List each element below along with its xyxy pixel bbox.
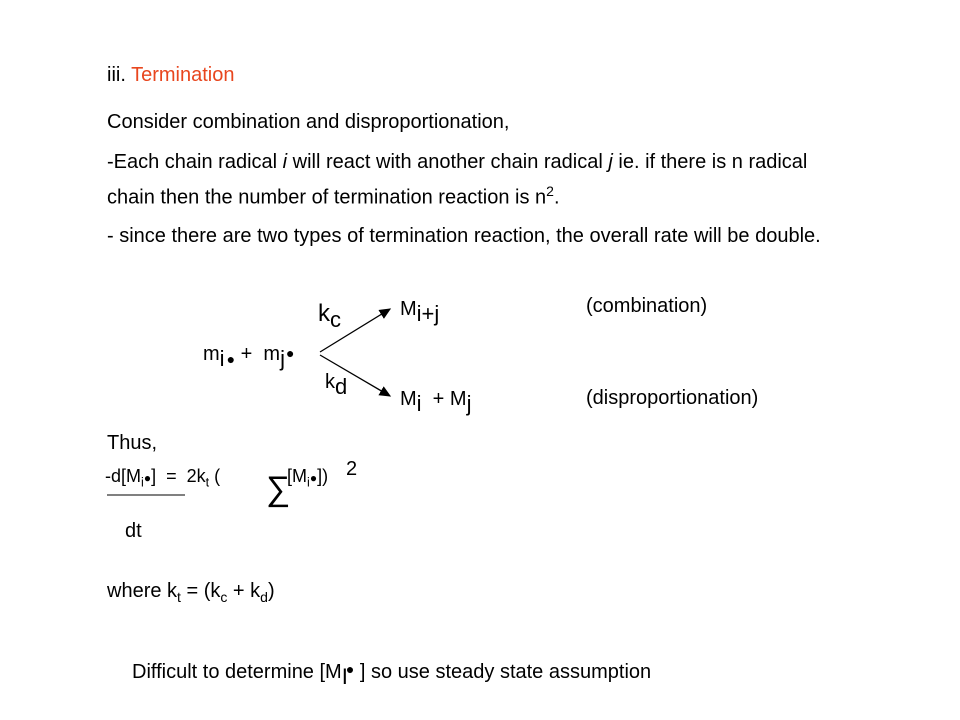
where-c: + k — [227, 580, 261, 602]
product2-sub-i: i — [416, 391, 422, 416]
eq-paren: ( — [209, 466, 221, 486]
eq-kt-sub: t — [205, 475, 210, 490]
para1-text-end: . — [553, 186, 560, 209]
sigma-symbol: ∑ — [266, 470, 291, 508]
product2-plus: + M — [421, 388, 467, 410]
product2-sub-j: j — [466, 391, 472, 416]
rate-constant-kc — [318, 300, 341, 332]
where-d: ) — [267, 580, 275, 602]
thus-text: Thus, — [107, 432, 158, 454]
where-sub-c: c — [220, 589, 228, 605]
label-combination: (combination) — [586, 295, 708, 317]
eq-sum-sub: i — [307, 475, 310, 490]
equation-power: 2 — [346, 458, 358, 480]
radical-dot-icon: ● — [345, 661, 355, 677]
para1-text-c: ie. if there is n radical chain then the number of termination reaction is n — [107, 151, 808, 209]
reactant-plus: + — [235, 343, 264, 365]
para1-text-b: will react with another chain radical — [287, 151, 609, 173]
para1-italic-i: i — [282, 151, 288, 173]
kd-sub: d — [335, 374, 348, 399]
radical-dot-icon: ● — [226, 351, 236, 367]
para1-superscript: 2 — [546, 183, 554, 199]
where-sub-d: d — [260, 589, 268, 605]
where-kt-definition — [107, 580, 275, 605]
para1-italic-j: j — [608, 151, 613, 173]
kd-k: k — [325, 371, 335, 393]
eq-lhs-a: -d[M — [105, 466, 141, 486]
reactant-sub-j: j — [280, 346, 285, 371]
note-sub: I — [341, 664, 348, 689]
product1-sub: i+j — [416, 301, 440, 326]
kc-sub: c — [330, 307, 341, 332]
radical-dot-icon: ● — [143, 471, 152, 485]
reactant-m2: m — [263, 343, 281, 365]
eq-lhs-b: ] — [151, 466, 157, 486]
para1-text-a: -Each chain radical — [107, 151, 283, 173]
radical-dot-icon: ● — [309, 471, 318, 485]
equation-numerator — [105, 466, 220, 490]
steady-state-note — [132, 658, 652, 689]
product-disproportionation — [400, 385, 472, 416]
eq-equals: = 2k — [156, 466, 206, 486]
kc-k: k — [318, 300, 330, 327]
product-combination — [400, 295, 440, 326]
eq-lhs-sub: i — [141, 475, 144, 490]
eq-sum-b: ]) — [317, 466, 329, 486]
equation-denominator: dt — [125, 520, 142, 542]
label-disproportionation: (disproportionation) — [586, 387, 759, 409]
intro-text: Consider combination and disproportionation, — [107, 111, 510, 133]
reactant-sub-i: i — [219, 346, 225, 371]
section-numeral: iii. — [107, 64, 126, 86]
equation-sum-term — [287, 466, 328, 490]
section-title: Termination — [131, 64, 235, 86]
eq-sum-a: [M — [287, 466, 307, 486]
radical-dot-icon: ● — [285, 345, 295, 361]
product2-m1: M — [400, 388, 417, 410]
rate-constant-kd — [325, 368, 348, 399]
where-b: = (k — [180, 580, 221, 602]
product1-m: M — [400, 298, 417, 320]
reactant-m1: m — [203, 343, 220, 365]
note-b: ] so use steady state assumption — [354, 661, 652, 683]
paragraph-two-types: - since there are two types of termination reaction, the overall rate will be double. — [107, 225, 821, 247]
note-a: Difficult to determine [M — [132, 661, 342, 683]
where-a: where k — [107, 580, 178, 602]
where-sub-t: t — [177, 589, 181, 605]
